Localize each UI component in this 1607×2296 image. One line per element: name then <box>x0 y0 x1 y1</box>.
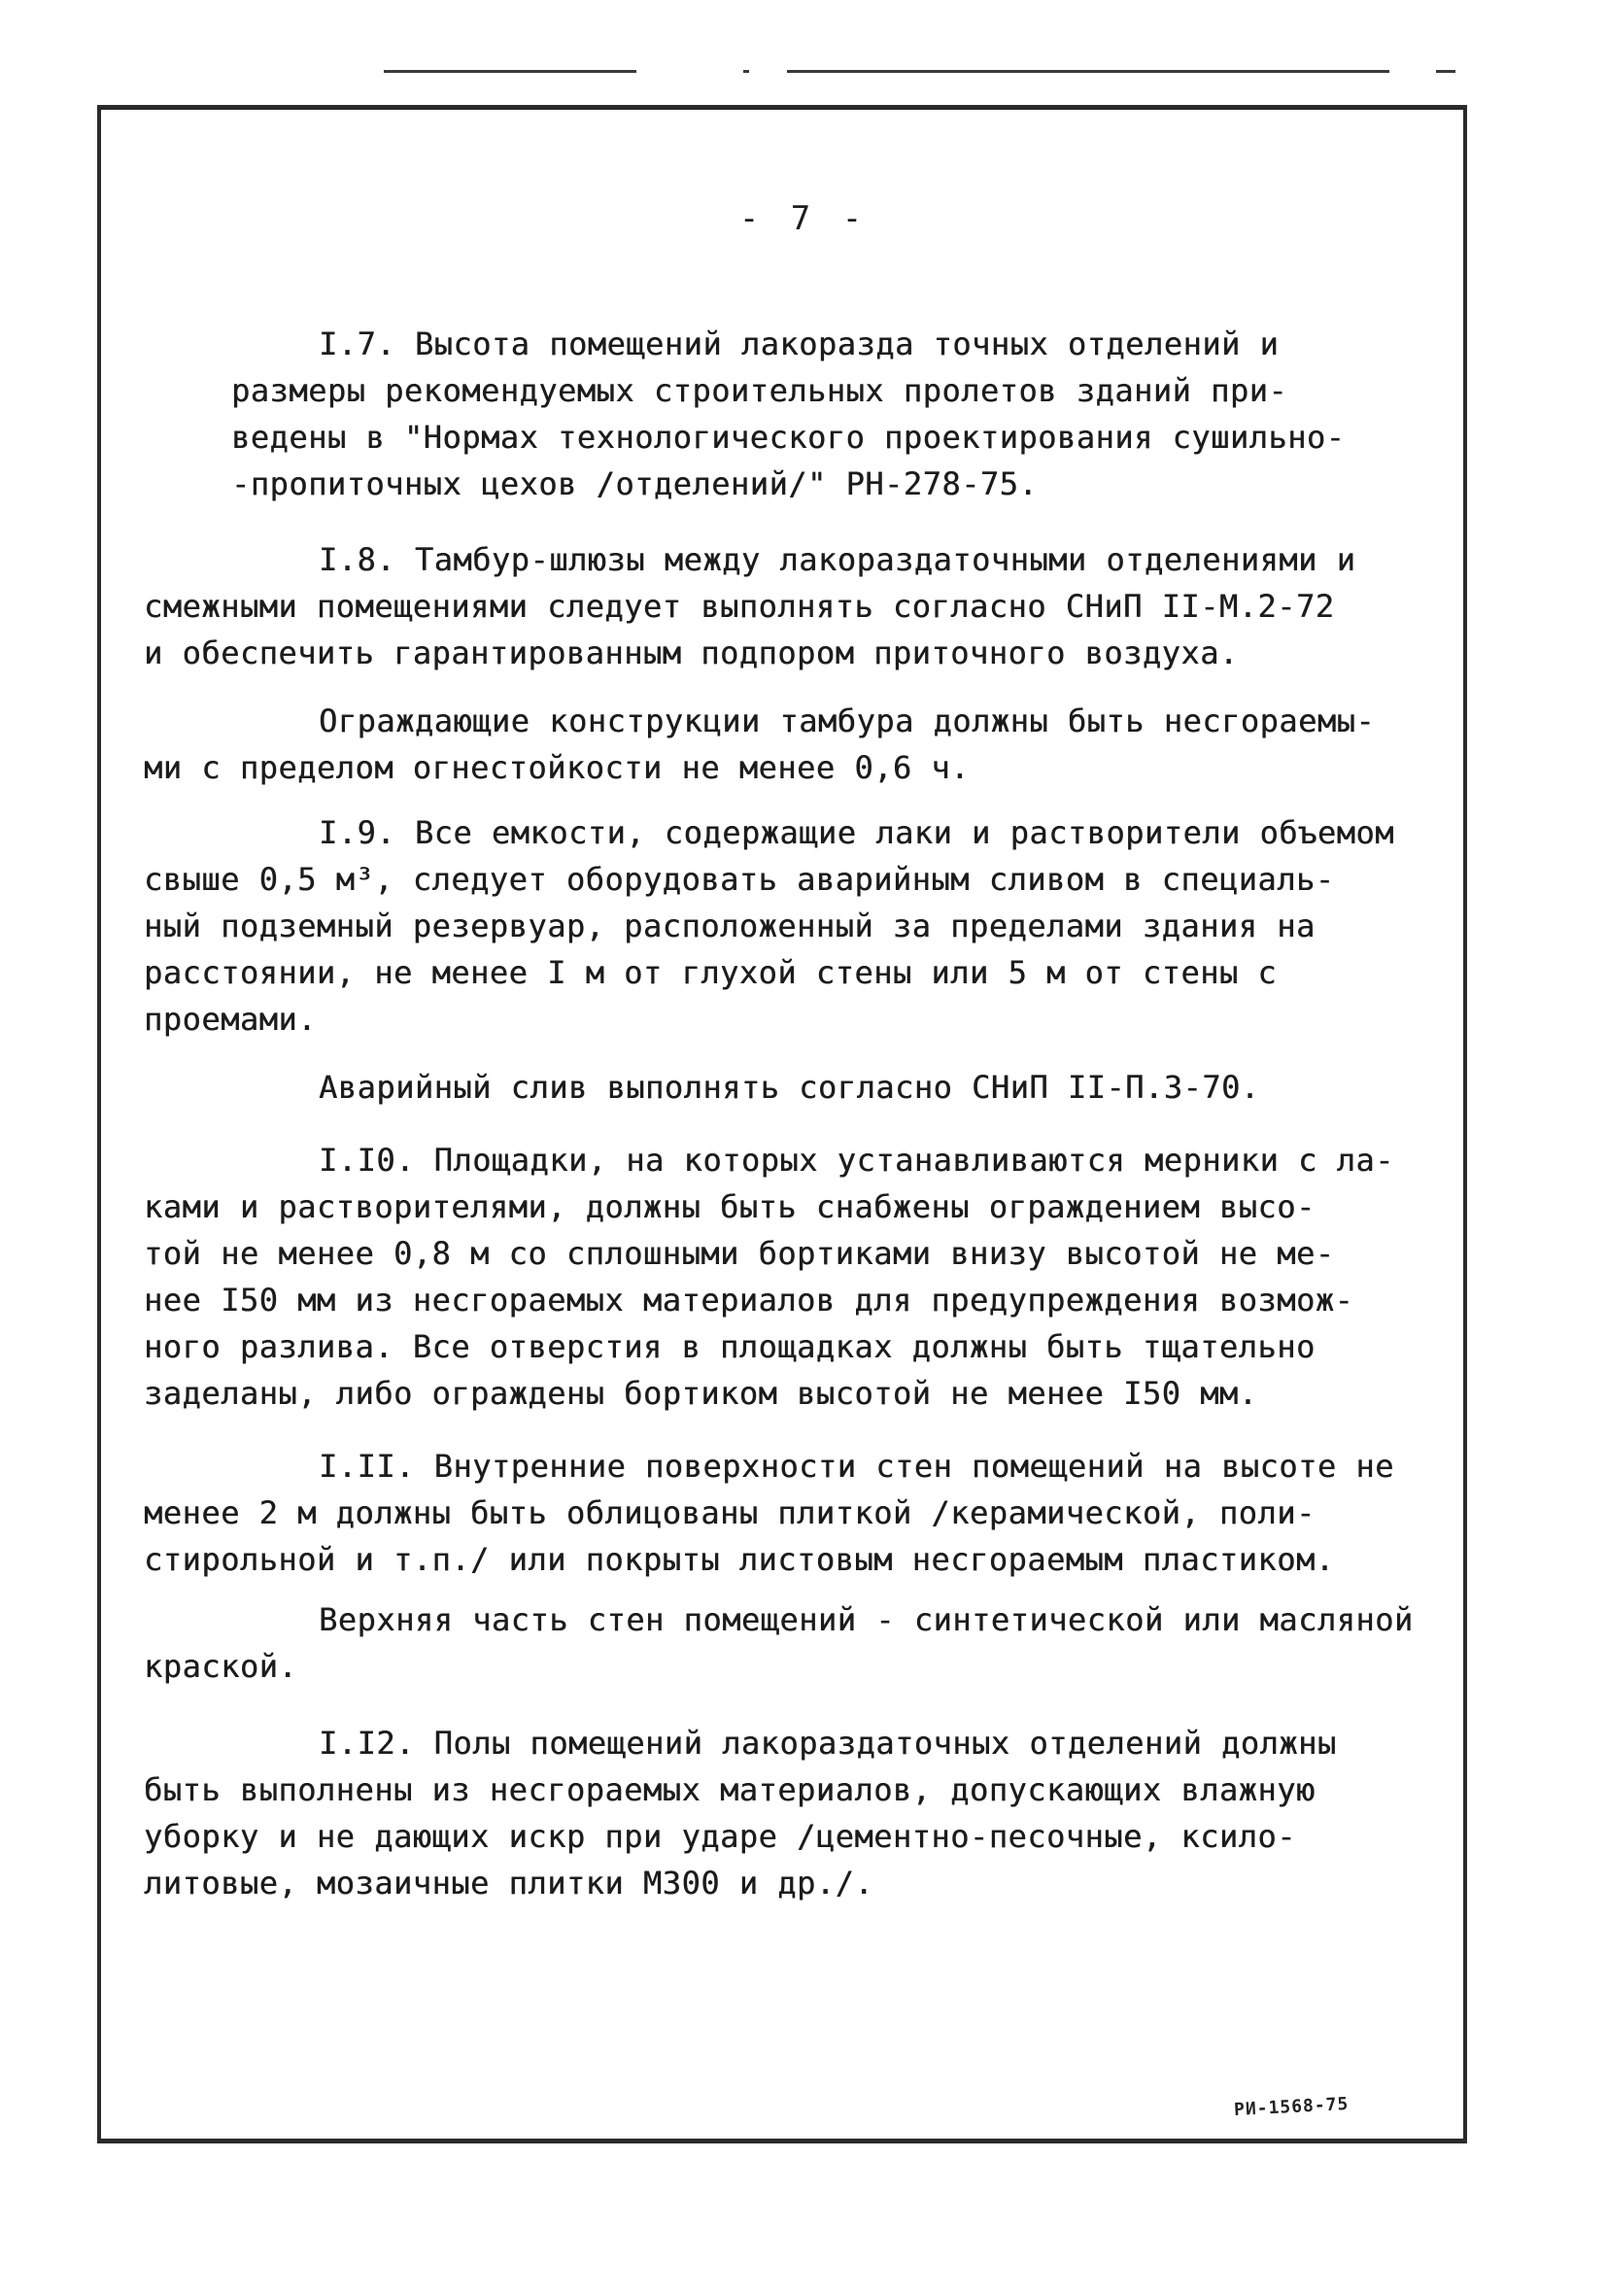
paragraph-1-10: I.I0. Площадки, на которых устанавливаются мерники с ла- ками и растворителями, должны быть снабжены ограждением высо- той не менее 0,8 м со сплошными бортиками внизу высотой не ме- нее I50 мм из несгораемых материалов для предупреждения возмож- ного разлива. Все отверстия в площадках должны быть тщательно заделаны, либо ограждены бортиком высотой не менее I50 мм. <box>144 1142 1394 1412</box>
paragraph-1-7: I.7. Высота помещений лакоразда точных отделений и размеры рекомендуемых строительных пролетов зданий при- ведены в "Нормах технологического проектирования сушильно- -пропиточных цехов /отделений/" РН-278-75. <box>231 326 1346 502</box>
paragraph-1-8-b: Ограждающие конструкции тамбура должны быть несгораемы- ми с пределом огнестойкости не менее 0,6 ч. <box>144 703 1376 786</box>
top-rule-dot <box>743 70 749 73</box>
top-rule-left <box>384 70 636 73</box>
paragraph-1-9-b: Аварийный слив выполнять согласно СНиП II-П.3-70. <box>319 1069 1260 1106</box>
paragraph-1-8: I.8. Тамбур-шлюзы между лакораздаточными отделениями и смежными помещениями следует выполнять согласно СНиП II-М.2-72 и обеспечить гарантированным подпором приточного воздуха. <box>144 541 1356 671</box>
paragraph-1-11: I.II. Внутренние поверхности стен помещений на высоте не менее 2 м должны быть облицованы плиткой /керамической, поли- стирольной и т.п./ или покрыты листовым несгораемым пластиком. <box>144 1448 1394 1578</box>
top-rule-right <box>787 70 1389 73</box>
stamp-label: РИ-1568-75 <box>1233 2093 1350 2121</box>
page-number: - 7 - <box>738 199 869 238</box>
top-rule-tail <box>1436 70 1455 73</box>
paragraph-1-9: I.9. Все емкости, содержащие лаки и растворители объемом свыше 0,5 м³, следует оборудовать аварийным сливом в специаль- ный подземный резервуар, расположенный за пределами здания на расстоянии, не менее I м от глухой стены или 5 м от стены с проемами. <box>144 814 1394 1038</box>
paragraph-1-11-b: Верхняя часть стен помещений - синтетической или масляной краской. <box>144 1601 1414 1685</box>
paragraph-1-12: I.I2. Полы помещений лакораздаточных отделений должны быть выполнены из несгораемых материалов, допускающих влажную уборку и не дающих искр при ударе /цементно-песочные, ксило- литовые, мозаичные плитки М300 и др./. <box>144 1725 1337 1902</box>
